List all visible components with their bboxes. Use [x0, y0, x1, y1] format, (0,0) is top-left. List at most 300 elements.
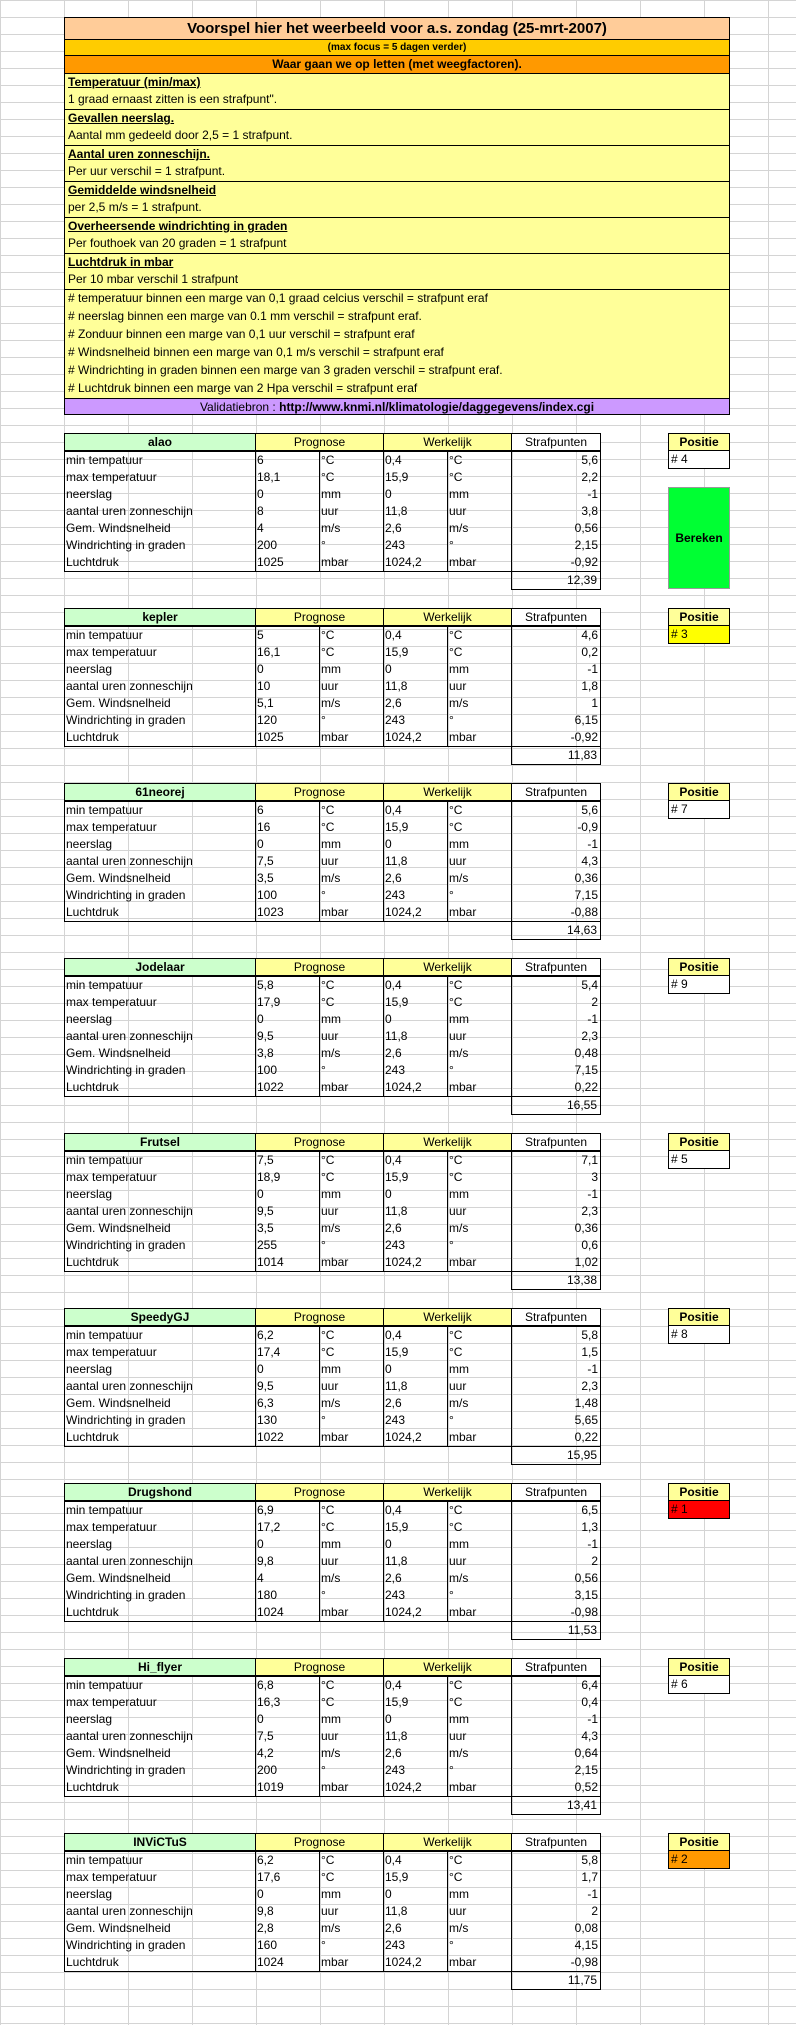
werkelijk-value: 11,8 [385, 1554, 408, 1568]
row-label: aantal uren zonneschijn [66, 1904, 193, 1918]
unit-label: ° [449, 1938, 454, 1952]
strafpunten-value: 0,56 [574, 521, 598, 535]
bonus-rule-text: # Windsnelheid binnen een marge van 0,1 m/s verschil = strafpunt eraf [68, 345, 444, 359]
bonus-rule-text: # Zonduur binnen een marge van 0,1 uur verschil = strafpunt eraf [68, 327, 415, 341]
unit-label: ° [449, 713, 454, 727]
position-value: # 2 [668, 1851, 730, 1869]
position-value: # 8 [668, 1326, 730, 1344]
prognose-value[interactable]: 1022 [257, 1430, 284, 1444]
strafpunten-value: 0,36 [574, 871, 598, 885]
position-value: # 7 [668, 801, 730, 819]
unit-label: °C [321, 1345, 335, 1359]
row-label: Gem. Windsnelheid [66, 1571, 171, 1585]
col-werkelijk: Werkelijk [383, 1833, 512, 1851]
unit-label: m/s [321, 1046, 341, 1060]
col-positie: Positie [668, 1308, 730, 1326]
prognose-value[interactable]: 4,2 [257, 1746, 274, 1760]
prognose-value[interactable]: 0 [257, 1537, 264, 1551]
prognose-value[interactable]: 1014 [257, 1255, 284, 1269]
unit-label: m/s [449, 696, 469, 710]
prognose-value[interactable]: 3,5 [257, 1221, 274, 1235]
strafpunten-value: 3,8 [581, 504, 598, 518]
prognose-value[interactable]: 0 [257, 1362, 264, 1376]
prognose-value[interactable]: 17,4 [257, 1345, 281, 1359]
prognose-value[interactable]: 7,5 [257, 854, 274, 868]
werkelijk-value: 1024,2 [385, 555, 422, 569]
strafpunten-value: -1 [587, 1012, 598, 1026]
strafpunten-value: 5,6 [581, 803, 598, 817]
strafpunten-total: 16,55 [511, 1097, 601, 1115]
werkelijk-value: 2,6 [385, 1221, 402, 1235]
row-label: min tempatuur [66, 628, 143, 642]
row-label: Windrichting in graden [66, 1938, 186, 1952]
unit-label: mbar [449, 555, 477, 569]
prognose-value[interactable]: 130 [257, 1413, 278, 1427]
unit-label: °C [449, 628, 463, 642]
prognose-value[interactable]: 0 [257, 1187, 264, 1201]
werkelijk-value: 1024,2 [385, 730, 422, 744]
row-label: min tempatuur [66, 978, 143, 992]
unit-label: uur [449, 1729, 467, 1743]
row-label: neerslag [66, 1187, 113, 1201]
prognose-value[interactable]: 17,6 [257, 1870, 281, 1884]
werkelijk-value: 0 [385, 1887, 392, 1901]
unit-label: ° [449, 888, 454, 902]
unit-label: uur [321, 1904, 339, 1918]
werkelijk-value: 1024,2 [385, 1955, 422, 1969]
unit-label: m/s [449, 521, 469, 535]
prognose-value[interactable]: 1023 [257, 905, 284, 919]
prognose-value[interactable]: 8 [257, 504, 264, 518]
prognose-value[interactable]: 6,3 [257, 1396, 274, 1410]
player-name: Jodelaar [64, 958, 256, 976]
unit-label: mm [449, 1187, 469, 1201]
unit-label: mm [321, 1887, 341, 1901]
prognose-value[interactable]: 180 [257, 1588, 278, 1602]
werkelijk-value: 0,4 [385, 978, 402, 992]
row-label: aantal uren zonneschijn [66, 1204, 193, 1218]
position-value: # 4 [668, 451, 730, 469]
strafpunten-value: 0,22 [574, 1080, 598, 1094]
werkelijk-value: 1024,2 [385, 1080, 422, 1094]
prognose-value[interactable]: 3,5 [257, 871, 274, 885]
werkelijk-value: 2,6 [385, 1571, 402, 1585]
prognose-value[interactable]: 3,8 [257, 1046, 274, 1060]
prognose-value[interactable]: 255 [257, 1238, 278, 1252]
prognose-value[interactable]: 0 [257, 1012, 264, 1026]
unit-label: °C [321, 1678, 335, 1692]
unit-label: °C [321, 1853, 335, 1867]
unit-label: mm [321, 837, 341, 851]
prognose-value[interactable]: 6,2 [257, 1853, 274, 1867]
strafpunten-total: 13,41 [511, 1797, 601, 1815]
row-label: Luchtdruk [66, 1430, 119, 1444]
prognose-value[interactable]: 18,1 [257, 470, 281, 484]
unit-label: mbar [321, 1955, 349, 1969]
prognose-value[interactable]: 17,2 [257, 1520, 281, 1534]
row-label: Luchtdruk [66, 1255, 119, 1269]
werkelijk-value: 1024,2 [385, 1605, 422, 1619]
werkelijk-value: 0,4 [385, 1853, 402, 1867]
unit-label: mm [321, 1362, 341, 1376]
werkelijk-value: 0,4 [385, 1678, 402, 1692]
validation-link[interactable]: http://www.knmi.nl/klimatologie/daggegevens/index.cgi [279, 400, 595, 414]
strafpunten-value: -0,92 [570, 730, 598, 744]
unit-label: m/s [449, 1396, 469, 1410]
werkelijk-value: 243 [385, 1938, 406, 1952]
prognose-value[interactable]: 6,2 [257, 1328, 274, 1342]
strafpunten-value: 2 [591, 1904, 598, 1918]
strafpunten-value: 2,3 [581, 1204, 598, 1218]
row-label: aantal uren zonneschijn [66, 679, 193, 693]
prognose-value[interactable]: 18,9 [257, 1170, 281, 1184]
unit-label: °C [449, 1695, 463, 1709]
strafpunten-value: -0,98 [570, 1605, 598, 1619]
unit-label: uur [449, 854, 467, 868]
unit-label: °C [449, 1853, 463, 1867]
unit-label: °C [449, 803, 463, 817]
row-label: neerslag [66, 1362, 113, 1376]
prognose-value[interactable]: 16 [257, 820, 271, 834]
prognose-value[interactable]: 1022 [257, 1080, 284, 1094]
unit-label: °C [449, 470, 463, 484]
col-positie: Positie [668, 1658, 730, 1676]
col-strafpunten: Strafpunten [511, 1658, 601, 1676]
prognose-value[interactable]: 4 [257, 521, 264, 535]
prognose-value[interactable]: 200 [257, 538, 278, 552]
strafpunten-value: 5,4 [581, 978, 598, 992]
rule-text: Per fouthoek van 20 graden = 1 strafpunt [68, 236, 287, 250]
rule-heading: Gemiddelde windsnelheid [68, 183, 217, 197]
unit-label: mm [449, 837, 469, 851]
col-positie: Positie [668, 1133, 730, 1151]
col-strafpunten: Strafpunten [511, 608, 601, 626]
row-label: Luchtdruk [66, 1080, 119, 1094]
unit-label: m/s [321, 1221, 341, 1235]
werkelijk-value: 0,4 [385, 453, 402, 467]
position-value: # 5 [668, 1151, 730, 1169]
prognose-value[interactable]: 9,5 [257, 1379, 274, 1393]
unit-label: °C [449, 1170, 463, 1184]
row-label: Gem. Windsnelheid [66, 1221, 171, 1235]
prognose-value[interactable]: 6 [257, 803, 264, 817]
prognose-value[interactable]: 9,5 [257, 1029, 274, 1043]
unit-label: mbar [321, 1605, 349, 1619]
werkelijk-value: 0,4 [385, 1153, 402, 1167]
unit-label: mbar [449, 1430, 477, 1444]
strafpunten-value: -1 [587, 1187, 598, 1201]
werkelijk-value: 11,8 [385, 1029, 408, 1043]
row-label: Windrichting in graden [66, 888, 186, 902]
werkelijk-value: 0 [385, 1362, 392, 1376]
strafpunten-value: 1,8 [581, 679, 598, 693]
werkelijk-value: 2,6 [385, 521, 402, 535]
col-positie: Positie [668, 1483, 730, 1501]
strafpunten-value: -1 [587, 1887, 598, 1901]
unit-label: m/s [321, 1396, 341, 1410]
unit-label: °C [321, 803, 335, 817]
unit-label: mm [449, 1362, 469, 1376]
strafpunten-value: 4,6 [581, 628, 598, 642]
strafpunten-value: 0,56 [574, 1571, 598, 1585]
prognose-value[interactable]: 0 [257, 1887, 264, 1901]
unit-label: °C [449, 645, 463, 659]
row-label: neerslag [66, 1887, 113, 1901]
prognose-value[interactable]: 9,8 [257, 1554, 274, 1568]
strafpunten-value: 0,64 [574, 1746, 598, 1760]
unit-label: mm [321, 487, 341, 501]
unit-label: mbar [449, 905, 477, 919]
unit-label: °C [321, 1520, 335, 1534]
col-positie: Positie [668, 1833, 730, 1851]
strafpunten-value: -1 [587, 1712, 598, 1726]
col-positie: Positie [668, 958, 730, 976]
prognose-value[interactable]: 160 [257, 1938, 278, 1952]
werkelijk-value: 15,9 [385, 470, 409, 484]
werkelijk-value: 0 [385, 487, 392, 501]
row-label: aantal uren zonneschijn [66, 1729, 193, 1743]
prognose-value[interactable]: 100 [257, 1063, 278, 1077]
col-strafpunten: Strafpunten [511, 1483, 601, 1501]
unit-label: mbar [449, 730, 477, 744]
col-werkelijk: Werkelijk [383, 608, 512, 626]
unit-label: mm [449, 662, 469, 676]
unit-label: m/s [321, 1921, 341, 1935]
unit-label: mm [321, 1712, 341, 1726]
unit-label: °C [321, 1503, 335, 1517]
col-prognose: Prognose [255, 1133, 384, 1151]
bonus-rule-text: # temperatuur binnen een marge van 0,1 graad celcius verschil = strafpunt eraf [68, 291, 488, 305]
prognose-value[interactable]: 9,8 [257, 1904, 274, 1918]
unit-label: mbar [449, 1605, 477, 1619]
prognose-value[interactable]: 100 [257, 888, 278, 902]
unit-label: uur [321, 854, 339, 868]
unit-label: ° [321, 888, 326, 902]
werkelijk-value: 11,8 [385, 1729, 408, 1743]
unit-label: °C [321, 1695, 335, 1709]
werkelijk-value: 1024,2 [385, 905, 422, 919]
unit-label: °C [321, 1153, 335, 1167]
unit-label: mm [449, 1887, 469, 1901]
unit-label: mm [321, 1012, 341, 1026]
werkelijk-value: 11,8 [385, 679, 408, 693]
rule-heading: Temperatuur (min/max) [68, 75, 201, 89]
prognose-value[interactable]: 120 [257, 713, 278, 727]
col-strafpunten: Strafpunten [511, 433, 601, 451]
rule-text: Aantal mm gedeeld door 2,5 = 1 strafpunt. [68, 128, 293, 142]
unit-label: uur [321, 679, 339, 693]
werkelijk-value: 0 [385, 1012, 392, 1026]
row-label: max temperatuur [66, 1520, 157, 1534]
werkelijk-value: 0 [385, 1712, 392, 1726]
row-label: max temperatuur [66, 820, 157, 834]
prognose-value[interactable]: 0 [257, 1712, 264, 1726]
col-prognose: Prognose [255, 433, 384, 451]
unit-label: m/s [321, 1746, 341, 1760]
row-label: min tempatuur [66, 803, 143, 817]
row-label: Gem. Windsnelheid [66, 521, 171, 535]
prognose-value[interactable]: 16,1 [257, 645, 281, 659]
unit-label: mbar [321, 1080, 349, 1094]
unit-label: uur [321, 1554, 339, 1568]
prognose-value[interactable]: 7,5 [257, 1153, 274, 1167]
werkelijk-value: 0,4 [385, 1328, 402, 1342]
werkelijk-value: 15,9 [385, 1870, 409, 1884]
validation-source [64, 398, 730, 415]
col-werkelijk: Werkelijk [383, 1308, 512, 1326]
prognose-value[interactable]: 2,8 [257, 1921, 274, 1935]
strafpunten-total: 15,95 [511, 1447, 601, 1465]
prognose-value[interactable]: 9,5 [257, 1204, 274, 1218]
prognose-value[interactable]: 1025 [257, 555, 284, 569]
strafpunten-total: 14,63 [511, 922, 601, 940]
strafpunten-total: 11,75 [511, 1972, 601, 1990]
unit-label: m/s [321, 1571, 341, 1585]
row-label: Luchtdruk [66, 555, 119, 569]
strafpunten-value: -0,9 [577, 820, 598, 834]
strafpunten-value: 2,15 [574, 538, 598, 552]
player-name: INViCTuS [64, 1833, 256, 1851]
row-label: max temperatuur [66, 1695, 157, 1709]
strafpunten-total: 13,38 [511, 1272, 601, 1290]
row-label: min tempatuur [66, 1503, 143, 1517]
row-label: aantal uren zonneschijn [66, 1554, 193, 1568]
unit-label: mbar [321, 1780, 349, 1794]
prognose-value[interactable]: 17,9 [257, 995, 281, 1009]
row-label: neerslag [66, 837, 113, 851]
row-label: Luchtdruk [66, 905, 119, 919]
prognose-value[interactable]: 0 [257, 662, 264, 676]
werkelijk-value: 15,9 [385, 645, 409, 659]
position-value: # 6 [668, 1676, 730, 1694]
strafpunten-value: -1 [587, 487, 598, 501]
prognose-value[interactable]: 6,9 [257, 1503, 274, 1517]
unit-label: ° [321, 1763, 326, 1777]
unit-label: °C [449, 1153, 463, 1167]
row-label: aantal uren zonneschijn [66, 1379, 193, 1393]
row-label: max temperatuur [66, 470, 157, 484]
werkelijk-value: 11,8 [385, 1204, 408, 1218]
unit-label: °C [449, 978, 463, 992]
prognose-value[interactable]: 6 [257, 453, 264, 467]
unit-label: °C [321, 995, 335, 1009]
prognose-value[interactable]: 200 [257, 1763, 278, 1777]
unit-label: mbar [321, 555, 349, 569]
prognose-value[interactable]: 16,3 [257, 1695, 281, 1709]
unit-label: ° [321, 1238, 326, 1252]
row-label: Windrichting in graden [66, 1413, 186, 1427]
row-label: Gem. Windsnelheid [66, 696, 171, 710]
unit-label: mm [321, 1187, 341, 1201]
col-werkelijk: Werkelijk [383, 1658, 512, 1676]
col-strafpunten: Strafpunten [511, 1308, 601, 1326]
prognose-value[interactable]: 0 [257, 487, 264, 501]
rule-heading: Aantal uren zonneschijn. [68, 147, 211, 161]
prognose-value[interactable]: 6,8 [257, 1678, 274, 1692]
werkelijk-value: 15,9 [385, 1695, 409, 1709]
row-label: Windrichting in graden [66, 1763, 186, 1777]
col-strafpunten: Strafpunten [511, 1833, 601, 1851]
prognose-value[interactable]: 5,8 [257, 978, 274, 992]
player-name: Drugshond [64, 1483, 256, 1501]
unit-label: uur [449, 1029, 467, 1043]
row-label: Windrichting in graden [66, 713, 186, 727]
strafpunten-value: 0,48 [574, 1046, 598, 1060]
unit-label: ° [321, 1588, 326, 1602]
rule-text: Per 10 mbar verschil 1 strafpunt [68, 272, 239, 286]
strafpunten-value: 7,15 [574, 888, 598, 902]
strafpunten-value: 1,7 [581, 1870, 598, 1884]
row-label: Luchtdruk [66, 730, 119, 744]
strafpunten-value: 1,3 [581, 1520, 598, 1534]
subtitle: (max focus = 5 dagen verder) [64, 40, 730, 56]
col-positie: Positie [668, 433, 730, 451]
strafpunten-value: 0,08 [574, 1921, 598, 1935]
werkelijk-value: 243 [385, 1063, 406, 1077]
col-werkelijk: Werkelijk [383, 783, 512, 801]
bonus-rule-text: # Luchtdruk binnen een marge van 2 Hpa verschil = strafpunt eraf [68, 381, 418, 395]
unit-label: mm [449, 487, 469, 501]
unit-label: m/s [449, 1221, 469, 1235]
unit-label: °C [449, 1345, 463, 1359]
col-strafpunten: Strafpunten [511, 1133, 601, 1151]
unit-label: uur [449, 1204, 467, 1218]
row-label: neerslag [66, 487, 113, 501]
strafpunten-value: 0,2 [581, 645, 598, 659]
unit-label: mm [449, 1712, 469, 1726]
unit-label: °C [449, 1328, 463, 1342]
bereken-button[interactable]: Bereken [668, 487, 730, 589]
prognose-value[interactable]: 1024 [257, 1605, 284, 1619]
prognose-value[interactable]: 7,5 [257, 1729, 274, 1743]
prognose-value[interactable]: 1019 [257, 1780, 284, 1794]
strafpunten-value: 1 [591, 696, 598, 710]
werkelijk-value: 1024,2 [385, 1780, 422, 1794]
werkelijk-value: 243 [385, 1588, 406, 1602]
werkelijk-value: 243 [385, 713, 406, 727]
prognose-value[interactable]: 0 [257, 837, 264, 851]
row-label: max temperatuur [66, 645, 157, 659]
col-prognose: Prognose [255, 958, 384, 976]
row-label: Gem. Windsnelheid [66, 1921, 171, 1935]
unit-label: ° [321, 1413, 326, 1427]
rule-text: Per uur verschil = 1 strafpunt. [68, 164, 226, 178]
row-label: Windrichting in graden [66, 1588, 186, 1602]
prognose-value[interactable]: 1025 [257, 730, 284, 744]
col-prognose: Prognose [255, 1308, 384, 1326]
col-werkelijk: Werkelijk [383, 1133, 512, 1151]
criteria-title: Waar gaan we op letten (met weegfactoren). [64, 56, 730, 74]
unit-label: °C [449, 820, 463, 834]
strafpunten-value: 0,52 [574, 1780, 598, 1794]
unit-label: m/s [321, 521, 341, 535]
prognose-value[interactable]: 5 [257, 628, 264, 642]
row-label: neerslag [66, 662, 113, 676]
prognose-value[interactable]: 10 [257, 679, 271, 693]
prognose-value[interactable]: 1024 [257, 1955, 284, 1969]
unit-label: uur [321, 1379, 339, 1393]
unit-label: mm [321, 1537, 341, 1551]
rules-panel [64, 74, 730, 398]
player-name: 61neorej [64, 783, 256, 801]
strafpunten-value: 6,5 [581, 1503, 598, 1517]
strafpunten-value: 2,15 [574, 1763, 598, 1777]
row-label: max temperatuur [66, 995, 157, 1009]
position-value: # 3 [668, 626, 730, 644]
prognose-value[interactable]: 4 [257, 1571, 264, 1585]
prognose-value[interactable]: 5,1 [257, 696, 274, 710]
unit-label: ° [449, 1063, 454, 1077]
